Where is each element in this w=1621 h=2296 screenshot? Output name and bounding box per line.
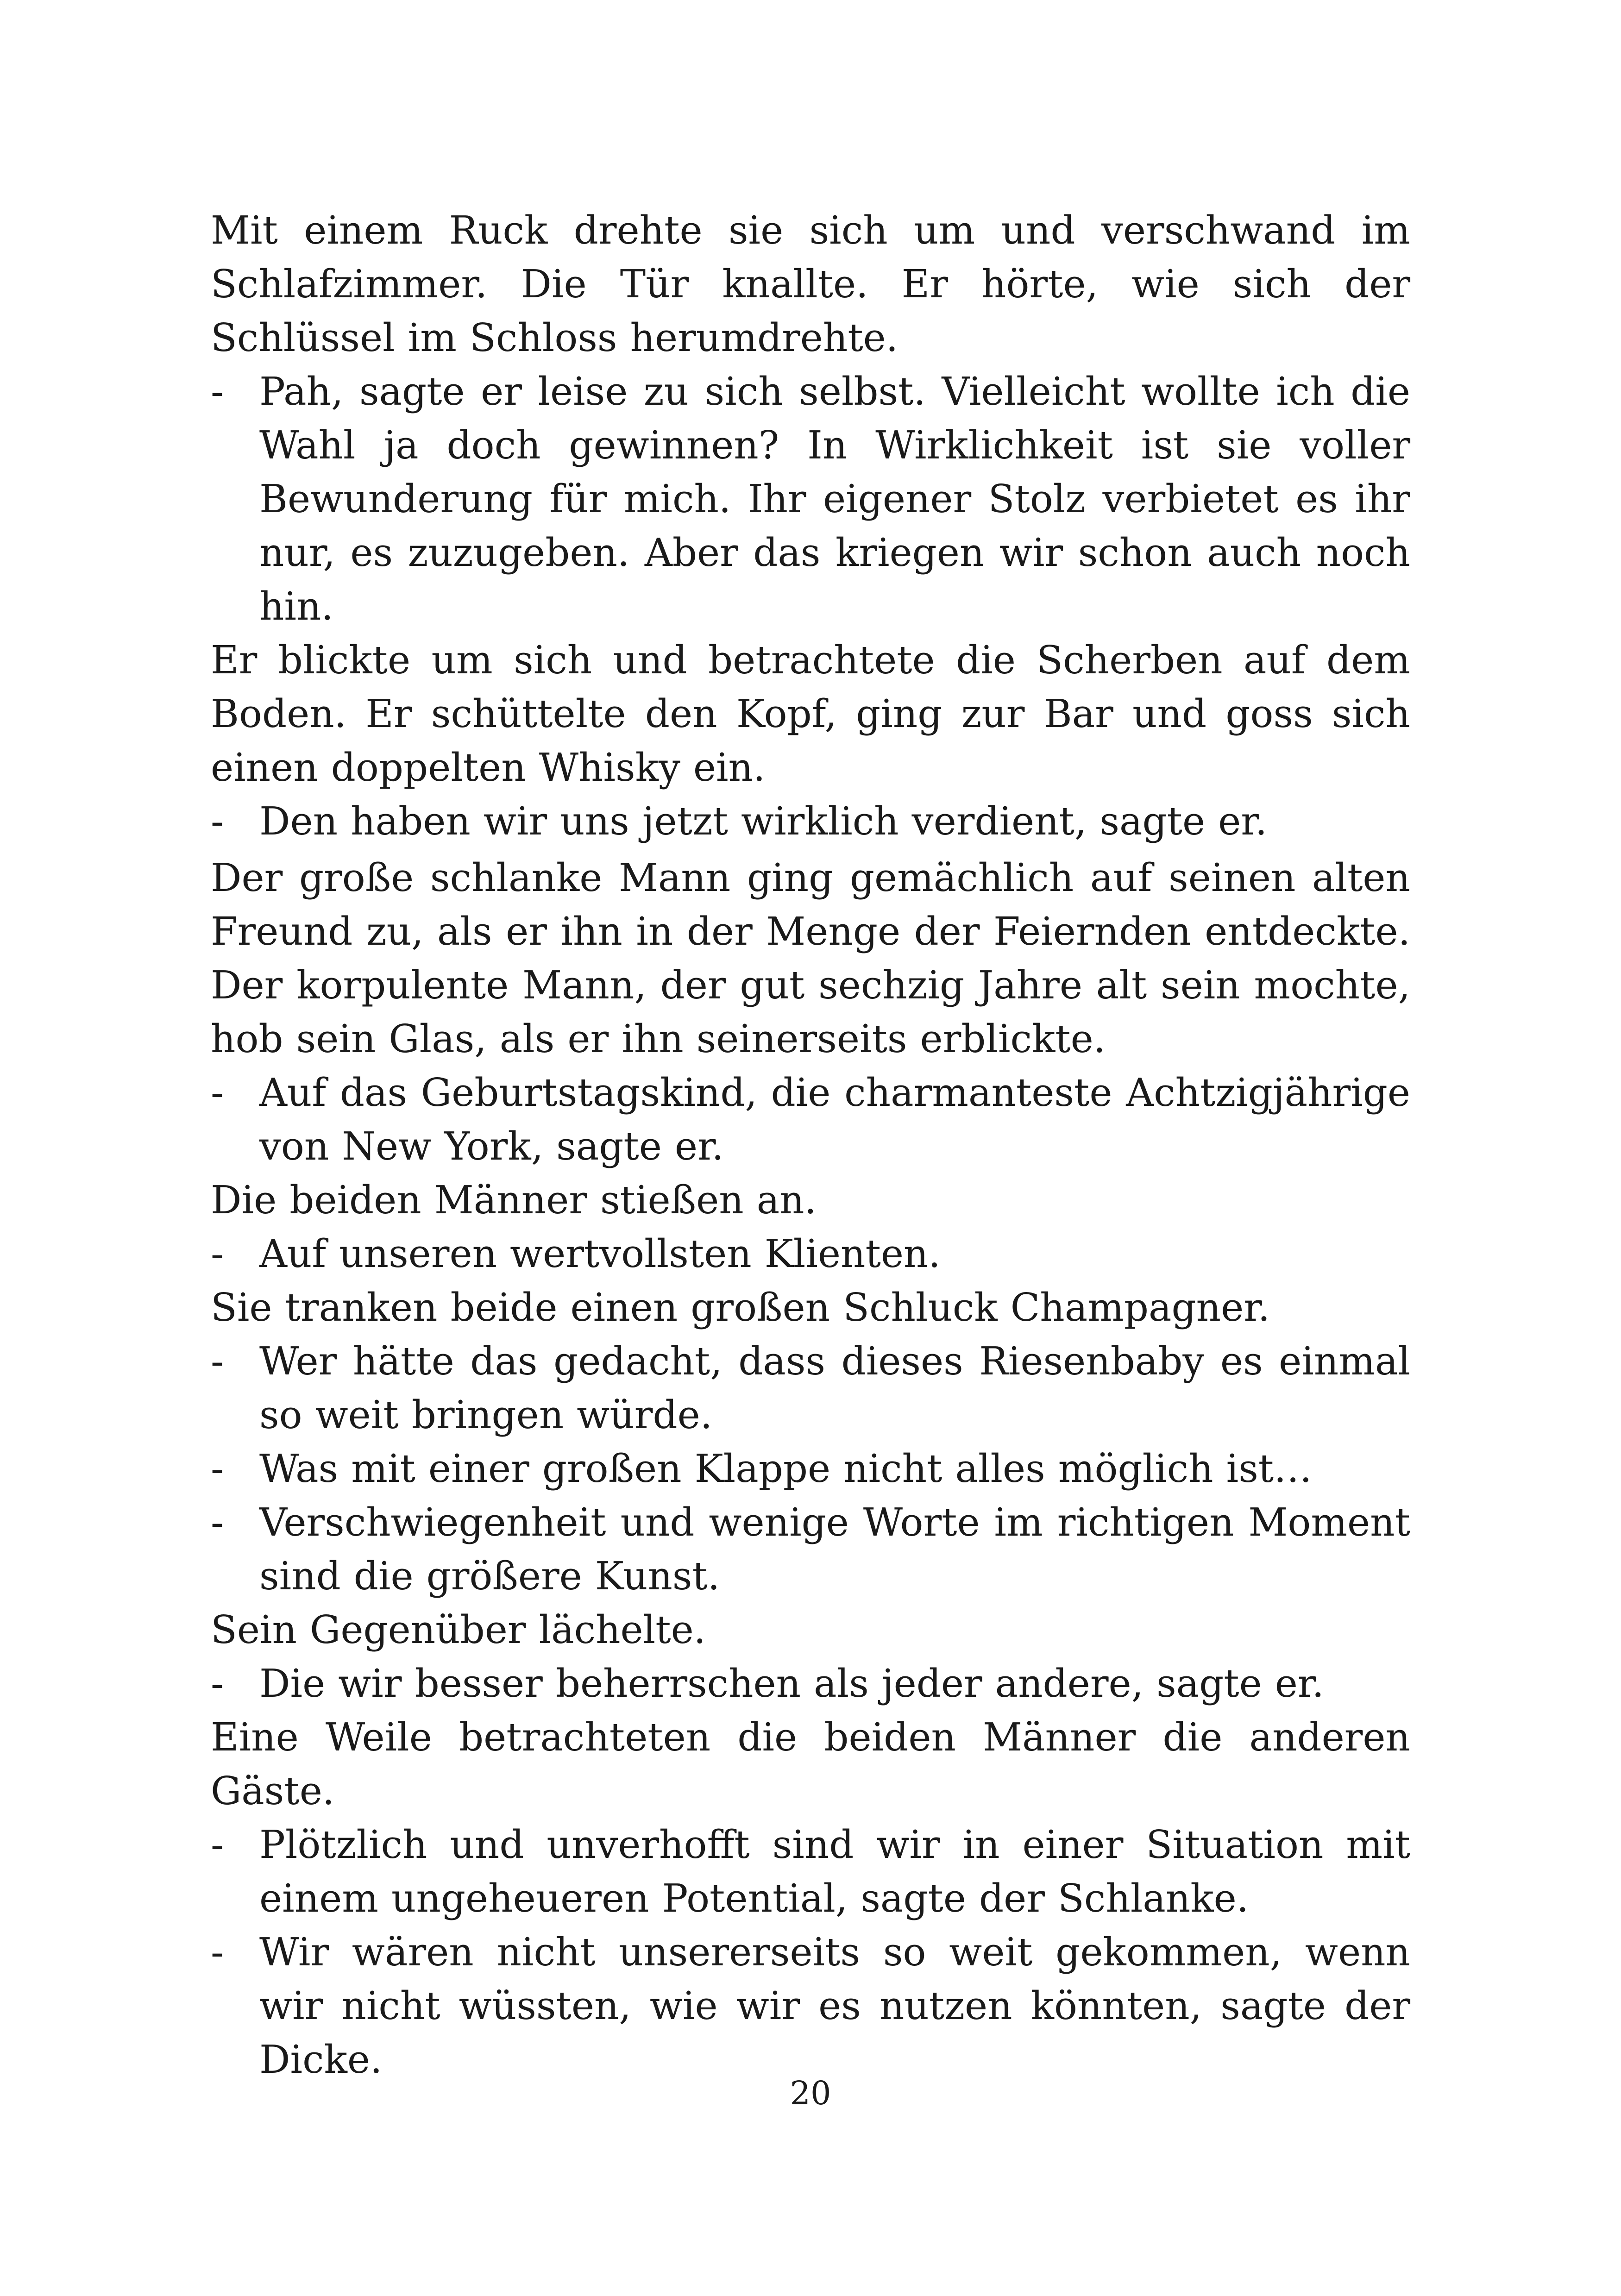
dialogue-text: Wir wären nicht unsererseits so weit gekommen, wenn wir nicht wüssten, wie wir es nutzen könnten, sagte der Dicke. — [259, 1930, 1410, 2082]
dialogue-dash: - — [211, 1070, 224, 1115]
dialogue-text: Auf das Geburtstagskind, die charmanteste Achtzigjährige von New York, sagte er. — [259, 1070, 1410, 1169]
paragraph: Er blickte um sich und betrachtete die Scherben auf dem Boden. Er schüttelte den Kopf, ging zur Bar und goss sich einen doppelten Whisky ein. — [211, 638, 1410, 790]
dialogue-text: Wer hätte das gedacht, dass dieses Riesenbaby es einmal so weit bringen würde. — [259, 1339, 1410, 1437]
text-block — [211, 204, 1410, 848]
dialogue-line — [211, 1442, 1410, 1496]
page-number: 20 — [790, 2074, 831, 2112]
text-block — [211, 851, 1410, 2087]
dialogue-text: Auf unseren wertvollsten Klienten. — [259, 1231, 941, 1276]
dialogue-dash: - — [211, 1822, 224, 1867]
paragraph: Sein Gegenüber lächelte. — [211, 1607, 706, 1652]
paragraph: Mit einem Ruck drehte sie sich um und verschwand im Schlafzimmer. Die Tür knallte. Er hörte, wie sich der Schlüssel im Schloss herumdrehte. — [211, 208, 1410, 360]
dialogue-line — [211, 1496, 1410, 1603]
dialogue-dash: - — [211, 1661, 224, 1706]
dialogue-text: Verschwiegenheit und wenige Worte im richtigen Moment sind die größere Kunst. — [259, 1500, 1410, 1599]
dialogue-line — [211, 1657, 1410, 1711]
dialogue-text: Was mit einer großen Klappe nicht alles möglich ist… — [259, 1446, 1313, 1491]
dialogue-line — [211, 1926, 1410, 2087]
dialogue-dash: - — [211, 1339, 224, 1384]
dialogue-dash: - — [211, 1231, 224, 1276]
dialogue-line — [211, 1227, 1410, 1281]
dialogue-text: Die wir besser beherrschen als jeder andere, sagte er. — [259, 1661, 1324, 1706]
paragraph: Eine Weile betrachteten die beiden Männer die anderen Gäste. — [211, 1715, 1410, 1813]
dialogue-dash: - — [211, 799, 224, 844]
dialogue-text: Den haben wir uns jetzt wirklich verdient, sagte er. — [259, 799, 1268, 844]
dialogue-text: Plötzlich und unverhofft sind wir in einer Situation mit einem ungeheueren Potential, sagte der Schlanke. — [259, 1822, 1410, 1921]
dialogue-line — [211, 1335, 1410, 1442]
paragraph: Der große schlanke Mann ging gemächlich auf seinen alten Freund zu, als er ihn in der Menge der Feiernden entdeckte. Der korpulente Mann, der gut sechzig Jahre alt sein mochte, hob sein Glas, als er ihn seinerseits erblickte. — [211, 855, 1410, 1061]
dialogue-text: Pah, sagte er leise zu sich selbst. Vielleicht wollte ich die Wahl ja doch gewinnen? In Wirklichkeit ist sie voller Bewunderung für mich. Ihr eigener Stolz verbietet es ihr nur, es zuzugeben. Aber das kriegen wir schon auch noch hin. — [259, 369, 1410, 629]
dialogue-line — [211, 795, 1410, 848]
paragraph: Sie tranken beide einen großen Schluck Champagner. — [211, 1285, 1270, 1330]
dialogue-line — [211, 365, 1410, 634]
paragraph: Die beiden Männer stießen an. — [211, 1178, 817, 1223]
dialogue-dash: - — [211, 1930, 224, 1975]
dialogue-dash: - — [211, 1500, 224, 1545]
dialogue-line — [211, 1818, 1410, 1926]
dialogue-dash: - — [211, 1446, 224, 1491]
dialogue-dash: - — [211, 369, 224, 414]
dialogue-line — [211, 1066, 1410, 1173]
